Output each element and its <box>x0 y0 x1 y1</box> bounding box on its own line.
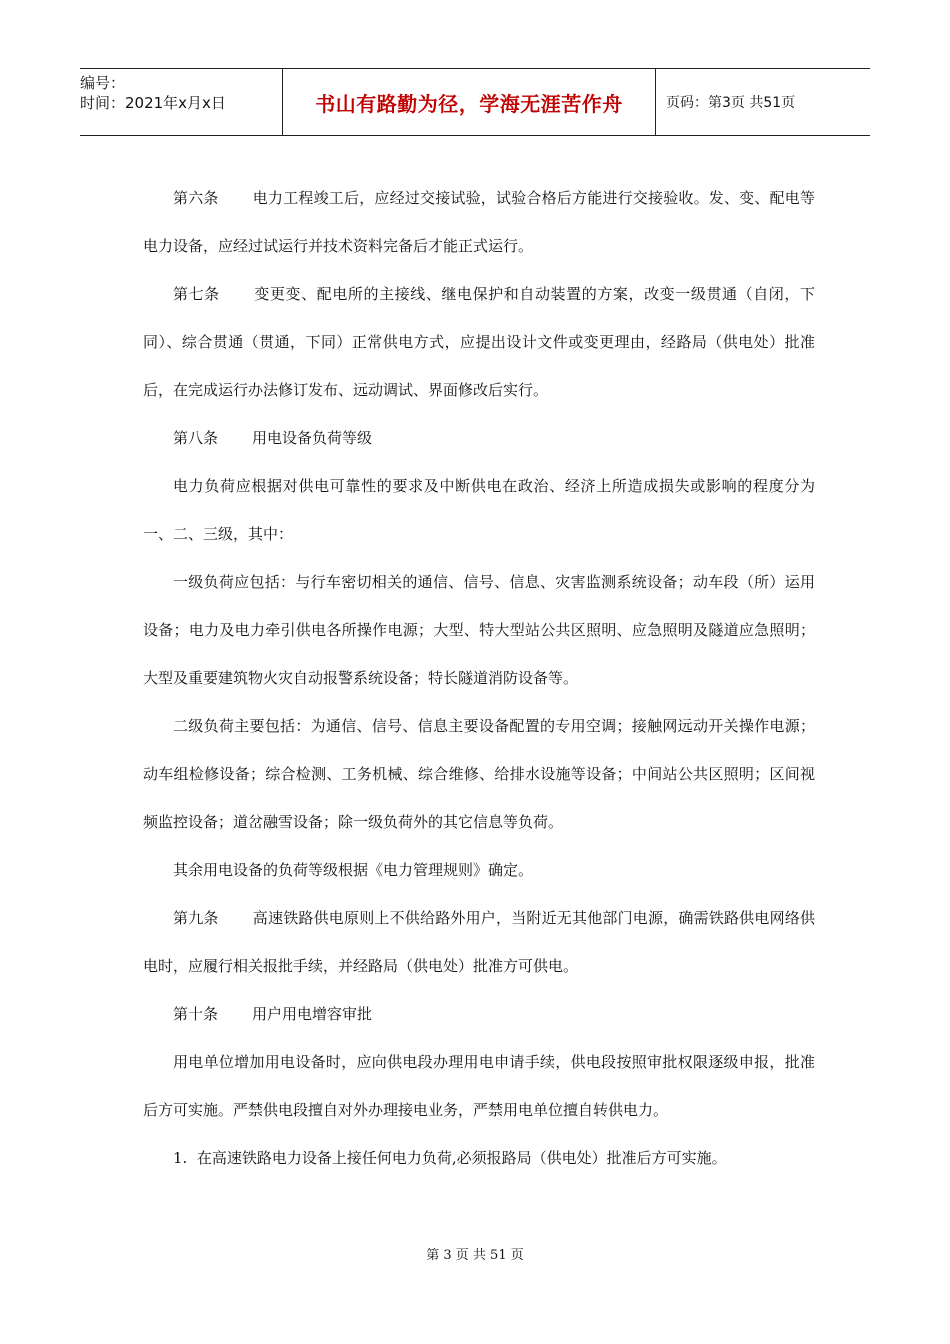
paragraph-text: 变更变、配电所的主接线、继电保护和自动装置的方案，改变一级贯通（自闭，下同）、综合贯通（贯通，下同）正常供电方式，应提出设计文件或变更理由，经路局（供电处）批准后，在完成运行办法修订发布、远动调试、界面修改后实行。 <box>143 285 815 399</box>
article-number: 第八条 <box>173 429 219 447</box>
paragraph <box>143 414 815 462</box>
paragraph-text: 其余用电设备的负荷等级根据《电力管理规则》确定。 <box>173 861 534 879</box>
paragraph <box>143 846 815 894</box>
document-number-label: 编号： <box>80 74 126 92</box>
list-number: 1. <box>173 1149 188 1167</box>
page-footer: 第 3 页 共 51 页 <box>426 1248 524 1263</box>
paragraph <box>143 1134 815 1182</box>
article-number: 第七条 <box>173 285 220 303</box>
header-page-info: 页码：第3页 共51页 <box>666 95 796 111</box>
document-body <box>143 174 815 1182</box>
paragraph-text: 电力负荷应根据对供电可靠性的要求及中断供电在政治、经济上所造成损失或影响的程度分为一、二、三级，其中： <box>143 477 815 543</box>
paragraph-text: 电力工程竣工后，应经过交接试验，试验合格后方能进行交接验收。发、变、配电等电力设备，应经过试运行并技术资料完备后才能正式运行。 <box>143 189 815 255</box>
paragraph-text: 用电单位增加用电设备时，应向供电段办理用电申请手续，供电段按照审批权限逐级申报，批准后方可实施。严禁供电段擅自对外办理接电业务，严禁用电单位擅自转供电力。 <box>143 1053 815 1119</box>
paragraph <box>143 990 815 1038</box>
paragraph <box>143 174 815 270</box>
paragraph <box>143 702 815 846</box>
paragraph-text: 用户用电增容审批 <box>252 1005 373 1023</box>
header-meta <box>80 69 282 135</box>
paragraph <box>143 270 815 414</box>
paragraph <box>143 462 815 558</box>
document-time-label: 时间：2021年x月x日 <box>80 94 226 112</box>
article-number: 第九条 <box>173 909 219 927</box>
paragraph-text: 用电设备负荷等级 <box>252 429 373 447</box>
paragraph-text: 在高速铁路电力设备上接任何电力负荷,必须报路局（供电处）批准后方可实施。 <box>196 1149 727 1167</box>
paragraph <box>143 558 815 702</box>
paragraph <box>143 894 815 990</box>
page-header <box>80 68 870 136</box>
paragraph-text: 一级负荷应包括：与行车密切相关的通信、信号、信息、灾害监测系统设备；动车段（所）运用设备；电力及电力牵引供电各所操作电源；大型、特大型站公共区照明、应急照明及隧道应急照明；大型及重要建筑物火灾自动报警系统设备；特长隧道消防设备等。 <box>143 573 815 687</box>
article-number: 第六条 <box>173 189 219 207</box>
paragraph-text: 高速铁路供电原则上不供给路外用户，当附近无其他部门电源，确需铁路供电网络供电时，应履行相关报批手续，并经路局（供电处）批准方可供电。 <box>143 909 815 975</box>
header-motto: 书山有路勤为径，学海无涯苦作舟 <box>282 69 656 135</box>
article-number: 第十条 <box>173 1005 219 1023</box>
paragraph <box>143 1038 815 1134</box>
paragraph-text: 二级负荷主要包括：为通信、信号、信息主要设备配置的专用空调；接触网远动开关操作电源；动车组检修设备；综合检测、工务机械、综合维修、给排水设施等设备；中间站公共区照明；区间视频监控设备；道岔融雪设备；除一级负荷外的其它信息等负荷。 <box>143 717 815 831</box>
